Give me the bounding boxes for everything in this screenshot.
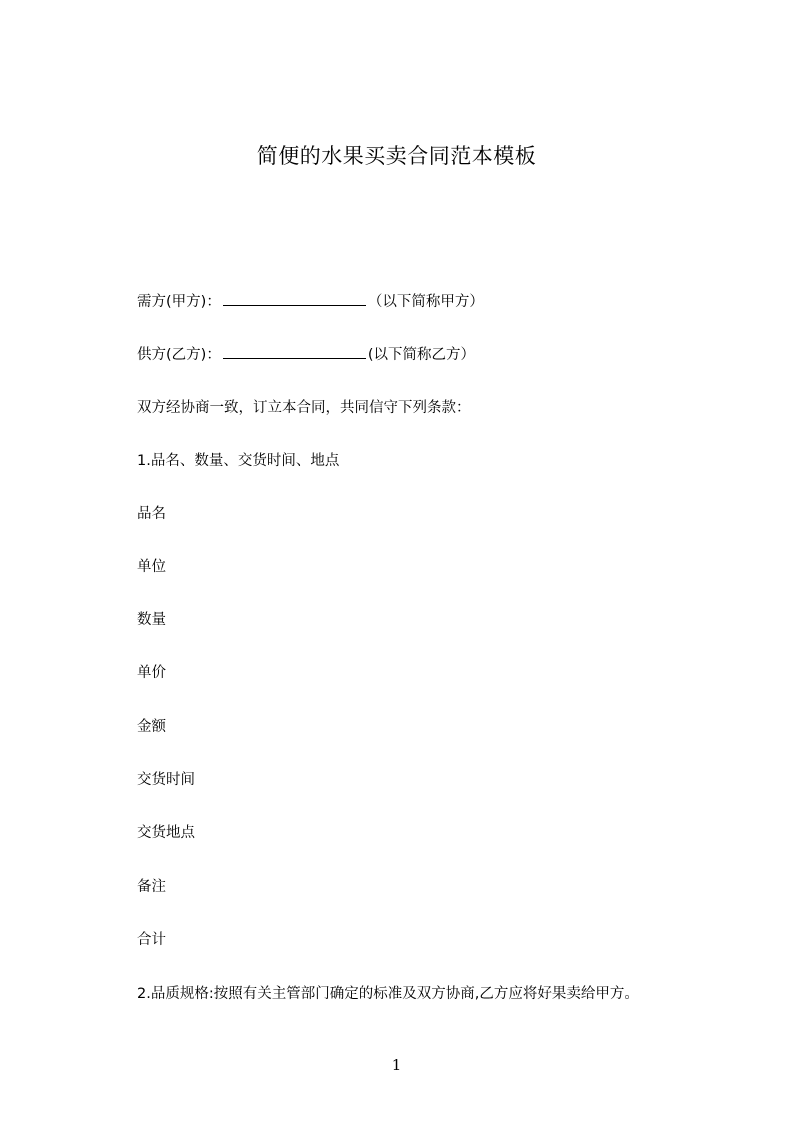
- buyer-suffix: （以下简称甲方）: [367, 294, 484, 310]
- buyer-line: [137, 291, 484, 312]
- field-unit: 单位: [137, 559, 166, 575]
- field-quantity: 数量: [137, 612, 166, 628]
- page-number: 1: [391, 1056, 402, 1074]
- seller-label: 供方(乙方)：: [137, 347, 221, 363]
- field-unit-price: 单价: [137, 665, 166, 681]
- seller-suffix: (以下简称乙方）: [367, 347, 475, 363]
- section-1-heading: 1.品名、数量、交货时间、地点: [137, 453, 340, 469]
- intro-text: 双方经协商一致，订立本合同，共同信守下列条款：: [137, 400, 471, 416]
- seller-blank: [223, 344, 366, 359]
- field-product-name: 品名: [137, 506, 166, 522]
- section-2-text: 2.品质规格:按照有关主管部门确定的标准及双方协商,乙方应将好果卖给甲方。: [137, 986, 639, 1002]
- buyer-blank: [223, 291, 366, 306]
- seller-line: [137, 344, 475, 365]
- field-remarks: 备注: [137, 879, 166, 895]
- document-title: 简便的水果买卖合同范本模板: [256, 144, 537, 168]
- field-delivery-time: 交货时间: [137, 772, 195, 788]
- field-delivery-location: 交货地点: [137, 825, 195, 841]
- field-amount: 金额: [137, 719, 166, 735]
- field-total: 合计: [137, 932, 166, 948]
- buyer-label: 需方(甲方)：: [137, 294, 221, 310]
